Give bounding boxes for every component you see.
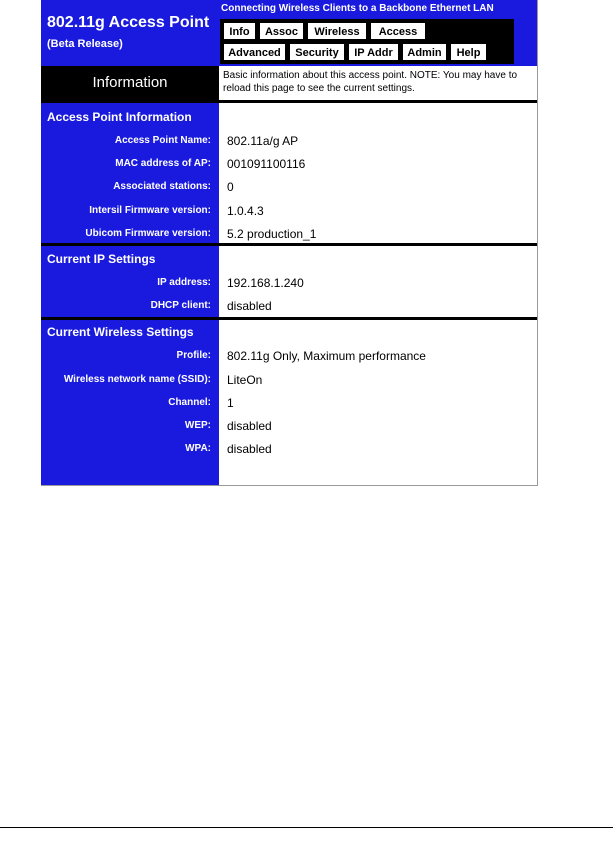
- field-label: Wireless network name (SSID):: [63, 374, 211, 385]
- tab-wireless[interactable]: Wireless: [307, 22, 367, 40]
- field-value-ap-name: 802.11a/g AP: [227, 134, 299, 148]
- field-value-mac: 001091100116: [227, 157, 306, 171]
- field-value-ip-address: 192.168.1.240: [227, 276, 304, 290]
- field-value-ssid: LiteOn: [227, 373, 263, 387]
- field-label: Ubicom Firmware version:: [85, 228, 211, 239]
- section-title-ap-info: Access Point Information: [47, 110, 192, 124]
- section-sidebar-ap-info: [41, 103, 219, 243]
- field-label: Intersil Firmware version:: [89, 205, 211, 216]
- field-value-intersil-fw: 1.0.4.3: [227, 204, 264, 218]
- tagline: Connecting Wireless Clients to a Backbone Ethernet LAN: [221, 3, 494, 14]
- section-title-ip: Current IP Settings: [47, 252, 156, 266]
- field-value-profile: 802.11g Only, Maximum performance: [227, 349, 426, 363]
- tab-assoc[interactable]: Assoc: [259, 22, 304, 40]
- field-label: DHCP client:: [150, 300, 211, 311]
- tab-access[interactable]: Access: [370, 22, 426, 40]
- field-label: Access Point Name:: [114, 135, 211, 146]
- field-label: MAC address of AP:: [115, 158, 211, 169]
- tab-bar: [220, 19, 514, 64]
- field-label: WEP:: [184, 420, 211, 431]
- tab-help[interactable]: Help: [450, 43, 487, 61]
- field-value-stations: 0: [227, 180, 234, 194]
- tab-security[interactable]: Security: [289, 43, 345, 61]
- access-point-page: [41, 0, 538, 486]
- field-label: Profile:: [176, 350, 211, 361]
- tab-advanced[interactable]: Advanced: [223, 43, 286, 61]
- field-label: WPA:: [185, 443, 211, 454]
- brand-subtitle: (Beta Release): [47, 38, 123, 50]
- information-heading: Information: [41, 66, 219, 100]
- field-value-dhcp: disabled: [227, 299, 272, 313]
- tab-admin[interactable]: Admin: [402, 43, 447, 61]
- field-value-wep: disabled: [227, 419, 272, 433]
- field-value-ubicom-fw: 5.2 production_1: [227, 227, 317, 241]
- page-footer-rule: [0, 827, 613, 828]
- section-title-wireless: Current Wireless Settings: [47, 325, 194, 339]
- information-description: Basic information about this access point. NOTE: You may have to reload this page to see the current settings.: [223, 70, 518, 94]
- header: [41, 0, 537, 66]
- field-value-channel: 1: [227, 396, 234, 410]
- field-value-wpa: disabled: [227, 442, 272, 456]
- field-label: Channel:: [168, 397, 211, 408]
- field-label: IP address:: [157, 277, 211, 288]
- brand-title: 802.11g Access Point: [47, 14, 210, 31]
- tab-info[interactable]: Info: [223, 22, 256, 40]
- tab-ip-addr[interactable]: IP Addr: [348, 43, 399, 61]
- field-label: Associated stations:: [113, 181, 211, 192]
